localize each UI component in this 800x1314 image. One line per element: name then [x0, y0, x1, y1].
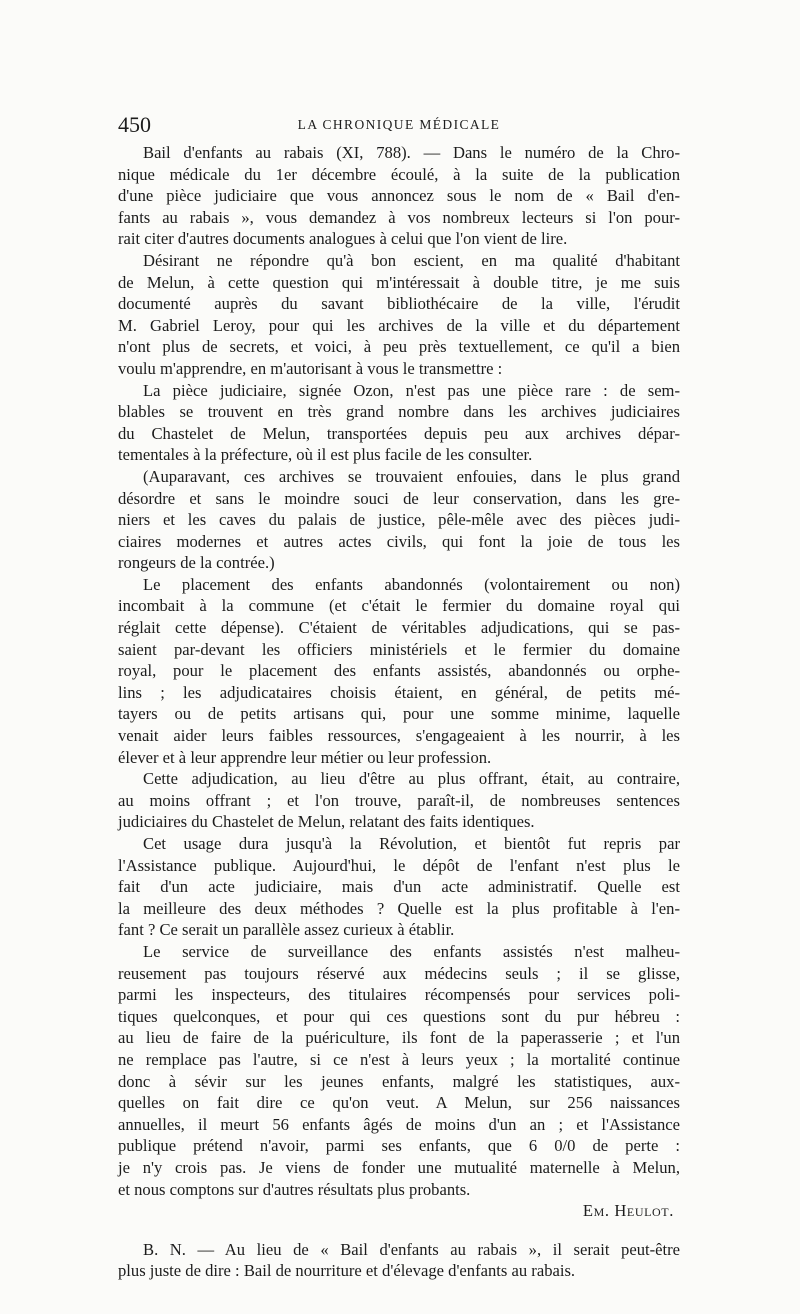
text-line: n'ont plus de secrets, et voici, à peu près textuellement, ce qu'il a bien: [118, 337, 680, 357]
editor-note-line: plus juste de dire : Bail de nourriture et d'élevage d'enfants au rabais.: [118, 1261, 576, 1281]
text-line: réglait cette dépense). C'étaient de véritables adjudications, qui se pas-: [118, 618, 680, 638]
text-line: publique prétend n'avoir, parmi ses enfants, que 6 0/0 de perte :: [118, 1136, 680, 1156]
text-line: fait d'un acte judiciaire, mais d'un acte administratif. Quelle est: [118, 877, 680, 897]
text-line: tiques quelconques, et pour qui ces questions sont du pur hébreu :: [118, 1006, 680, 1026]
text-line: Le service de surveillance des enfants assistés n'est malheu-: [143, 941, 680, 961]
text-line: voulu m'apprendre, en m'autorisant à vous le transmettre :: [118, 358, 503, 378]
text-line: ne remplace pas l'autre, si ce n'est à leurs yeux ; la mortalité continue: [118, 1049, 680, 1069]
text-line: rongeurs de la contrée.): [118, 553, 275, 573]
text-line: tayers ou de petits artisans qui, pour une somme minime, laquelle: [118, 704, 680, 724]
text-line: blables se trouvent en très grand nombre dans les archives judiciaires: [118, 402, 680, 422]
text-line: judiciaires du Chastelet de Melun, relatant des faits identiques.: [118, 812, 535, 832]
text-line: l'Assistance publique. Aujourd'hui, le dépôt de l'enfant n'est plus le: [118, 855, 680, 875]
text-line: annuelles, il meurt 56 enfants âgés de moins d'un an ; et l'Assistance: [118, 1114, 680, 1134]
text-line: Bail d'enfants au rabais (XI, 788). — Dans le numéro de la Chro-: [143, 143, 680, 162]
text-line: Cet usage dura jusqu'à la Révolution, et bientôt fut repris par: [143, 834, 680, 853]
text-line: ciaires modernes et autres actes civils, qui font la joie de tous les: [118, 531, 680, 551]
running-title: LA CHRONIQUE MÉDICALE: [297, 117, 501, 132]
text-line: saient par-devant les officiers ministériels et le fermier du domaine: [118, 639, 680, 659]
text-line: élever et à leur apprendre leur métier ou leur profession.: [118, 747, 492, 767]
text-line: royal, pour le placement des enfants assistés, abandonnés ou orphe-: [118, 661, 680, 681]
text-line: donc à sévir sur les jeunes enfants, malgré les statistiques, aux-: [118, 1071, 680, 1091]
text-line: venait aider leurs faibles ressources, s'engageaient à les nourrir, à les: [118, 726, 680, 746]
text-line: Cette adjudication, au lieu d'être au plus offrant, était, au contraire,: [143, 769, 680, 789]
page-number: 450: [118, 112, 151, 137]
text-line: niers et les caves du palais de justice, pêle-mêle avec des pièces judi-: [118, 510, 680, 530]
text-line: Désirant ne répondre qu'à bon escient, en ma qualité d'habitant: [143, 250, 680, 270]
text-line: de Melun, à cette question qui m'intéressait à double titre, je me suis: [118, 272, 680, 292]
page-header: [118, 112, 680, 138]
text-line: et nous comptons sur d'autres résultats plus probants.: [118, 1179, 471, 1199]
text-line: incombait à la commune (et c'était le fermier du domaine royal qui: [118, 596, 680, 616]
author-signature: Em. Heulot.: [582, 1201, 674, 1221]
text-line: documenté auprès du savant bibliothécaire de la ville, l'érudit: [118, 294, 680, 314]
text-line: nique médicale du 1er décembre écoulé, à la suite de la publication: [118, 164, 680, 184]
text-line: fants au rabais », vous demandez à vos nombreux lecteurs si l'on pour-: [118, 207, 680, 227]
text-line: M. Gabriel Leroy, pour qui les archives de la ville et du département: [118, 315, 680, 335]
text-line: La pièce judiciaire, signée Ozon, n'est pas une pièce rare : de sem-: [143, 380, 680, 400]
article-text: [118, 142, 680, 1282]
text-line: (Auparavant, ces archives se trouvaient enfouies, dans le plus grand: [143, 466, 680, 486]
text-line: quelles on fait dire ce qu'on veut. A Melun, sur 256 naissances: [118, 1093, 680, 1113]
text-line: au moins offrant ; et l'on trouve, paraît-il, de nombreuses sentences: [118, 790, 680, 810]
text-line: la meilleure des deux méthodes ? Quelle est la plus profitable à l'en-: [118, 898, 680, 918]
text-line: désordre et sans le moindre souci de leur conservation, dans les gre-: [118, 488, 680, 508]
text-line: fant ? Ce serait un parallèle assez curieux à établir.: [118, 920, 455, 940]
text-line: je n'y crois pas. Je viens de fonder une mutualité maternelle à Melun,: [118, 1157, 680, 1177]
text-line: lins ; les adjudicataires choisis étaient, en général, de petits mé-: [118, 682, 680, 702]
text-line: Le placement des enfants abandonnés (volontairement ou non): [143, 574, 680, 594]
text-line: tementales à la préfecture, où il est plus facile de les consulter.: [118, 445, 533, 465]
editor-note-line: B. N. — Au lieu de « Bail d'enfants au rabais », il serait peut-être: [143, 1239, 680, 1259]
text-line: du Chastelet de Melun, transportées depuis peu aux archives dépar-: [118, 423, 680, 443]
text-line: d'une pièce judiciaire que vous annoncez sous le nom de « Bail d'en-: [118, 186, 680, 206]
text-line: rait citer d'autres documents analogues à celui que l'on vient de lire.: [118, 229, 568, 249]
text-line: parmi les inspecteurs, des titulaires récompensés pour services poli-: [118, 985, 680, 1005]
section-gap: [118, 1222, 680, 1239]
text-line: reusement pas toujours réservé aux médecins seuls ; il se glisse,: [118, 963, 680, 983]
text-line: au lieu de faire de la puériculture, ils font de la paperasserie ; et l'un: [118, 1028, 680, 1048]
